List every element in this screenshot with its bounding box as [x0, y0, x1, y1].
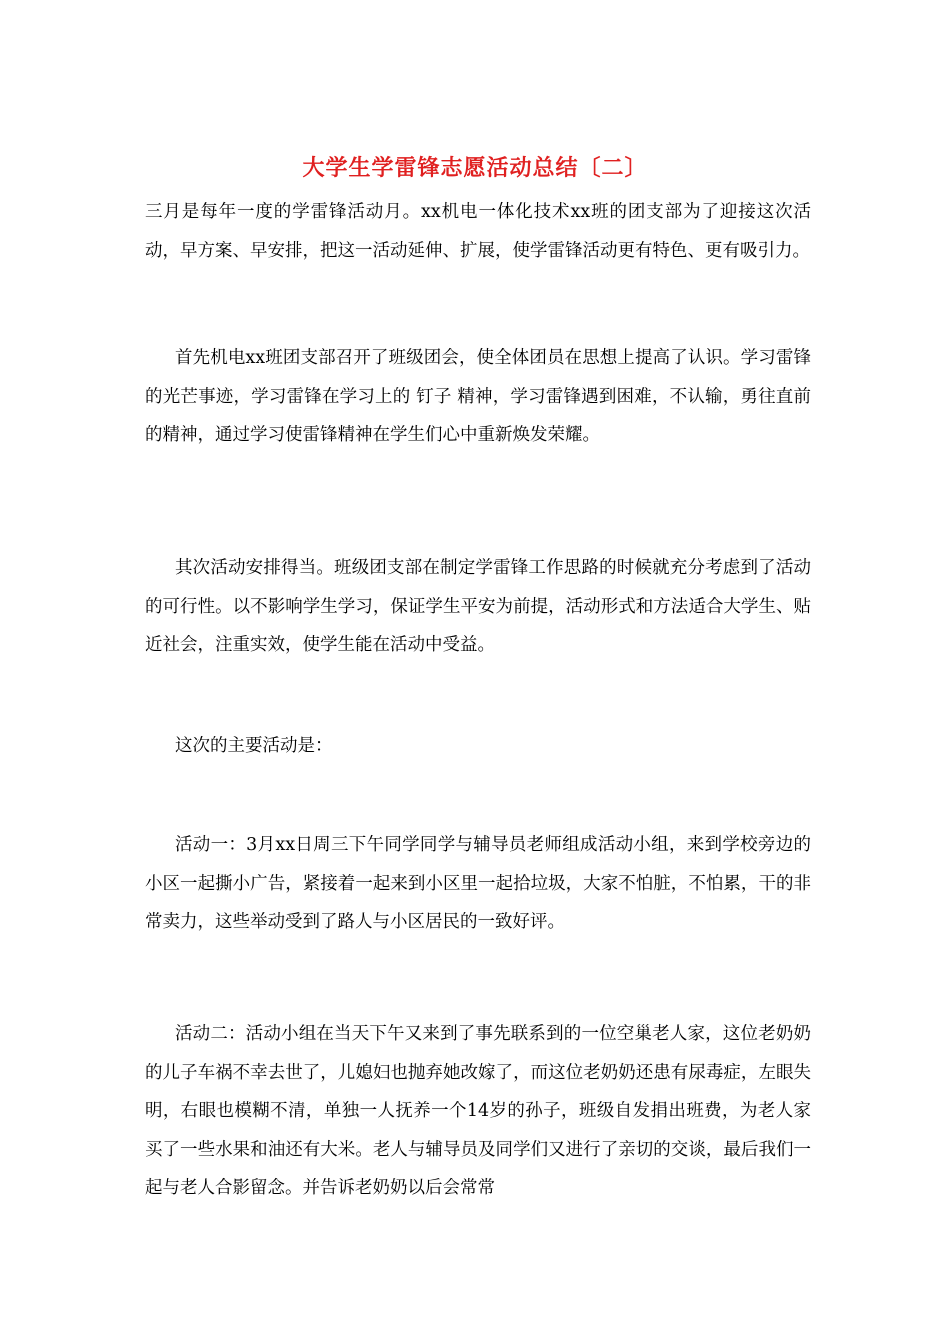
document-title: 大学生学雷锋志愿活动总结〔二〕	[302, 155, 648, 181]
paragraph-main-activities: 这次的主要活动是：	[175, 736, 333, 756]
paragraph-team-meeting: 首先机电xx班团支部召开了班级团会，使全体团员在思想上提高了认识。学习雷锋的光芒事迹，学习雷锋在学习上的 钉子 精神，学习雷锋遇到困难，不认输，勇往直前的精神，通过学习使雷锋精神在学生们心中重新焕发荣耀。	[145, 348, 811, 445]
paragraph-activity-two: 活动二：活动小组在当天下午又来到了事先联系到的一位空巢老人家，这位老奶奶的儿子车祸不幸去世了，儿媳妇也抛弃她改嫁了，而这位老奶奶还患有尿毒症，左眼失明，右眼也模糊不清，单独一人抚养一个14岁的孙子，班级自发捐出班费，为老人家买了一些水果和油还有大米。老人与辅导员及同学们又进行了亲切的交谈，最后我们一起与老人合影留念。并告诉老奶奶以后会常常	[145, 1024, 811, 1198]
paragraph-intro: 三月是每年一度的学雷锋活动月。xx机电一体化技术xx班的团支部为了迎接这次活动，早方案、早安排，把这一活动延伸、扩展，使学雷锋活动更有特色、更有吸引力。	[145, 202, 811, 261]
paragraph-activity-one: 活动一：3月xx日周三下午同学同学与辅导员老师组成活动小组，来到学校旁边的小区一起撕小广告，紧接着一起来到小区里一起拾垃圾，大家不怕脏，不怕累，干的非常卖力，这些举动受到了路人与小区居民的一致好评。	[145, 835, 811, 932]
paragraph-arrangement: 其次活动安排得当。班级团支部在制定学雷锋工作思路的时候就充分考虑到了活动的可行性。以不影响学生学习，保证学生平安为前提，活动形式和方法适合大学生、贴近社会，注重实效，使学生能在活动中受益。	[145, 558, 811, 655]
